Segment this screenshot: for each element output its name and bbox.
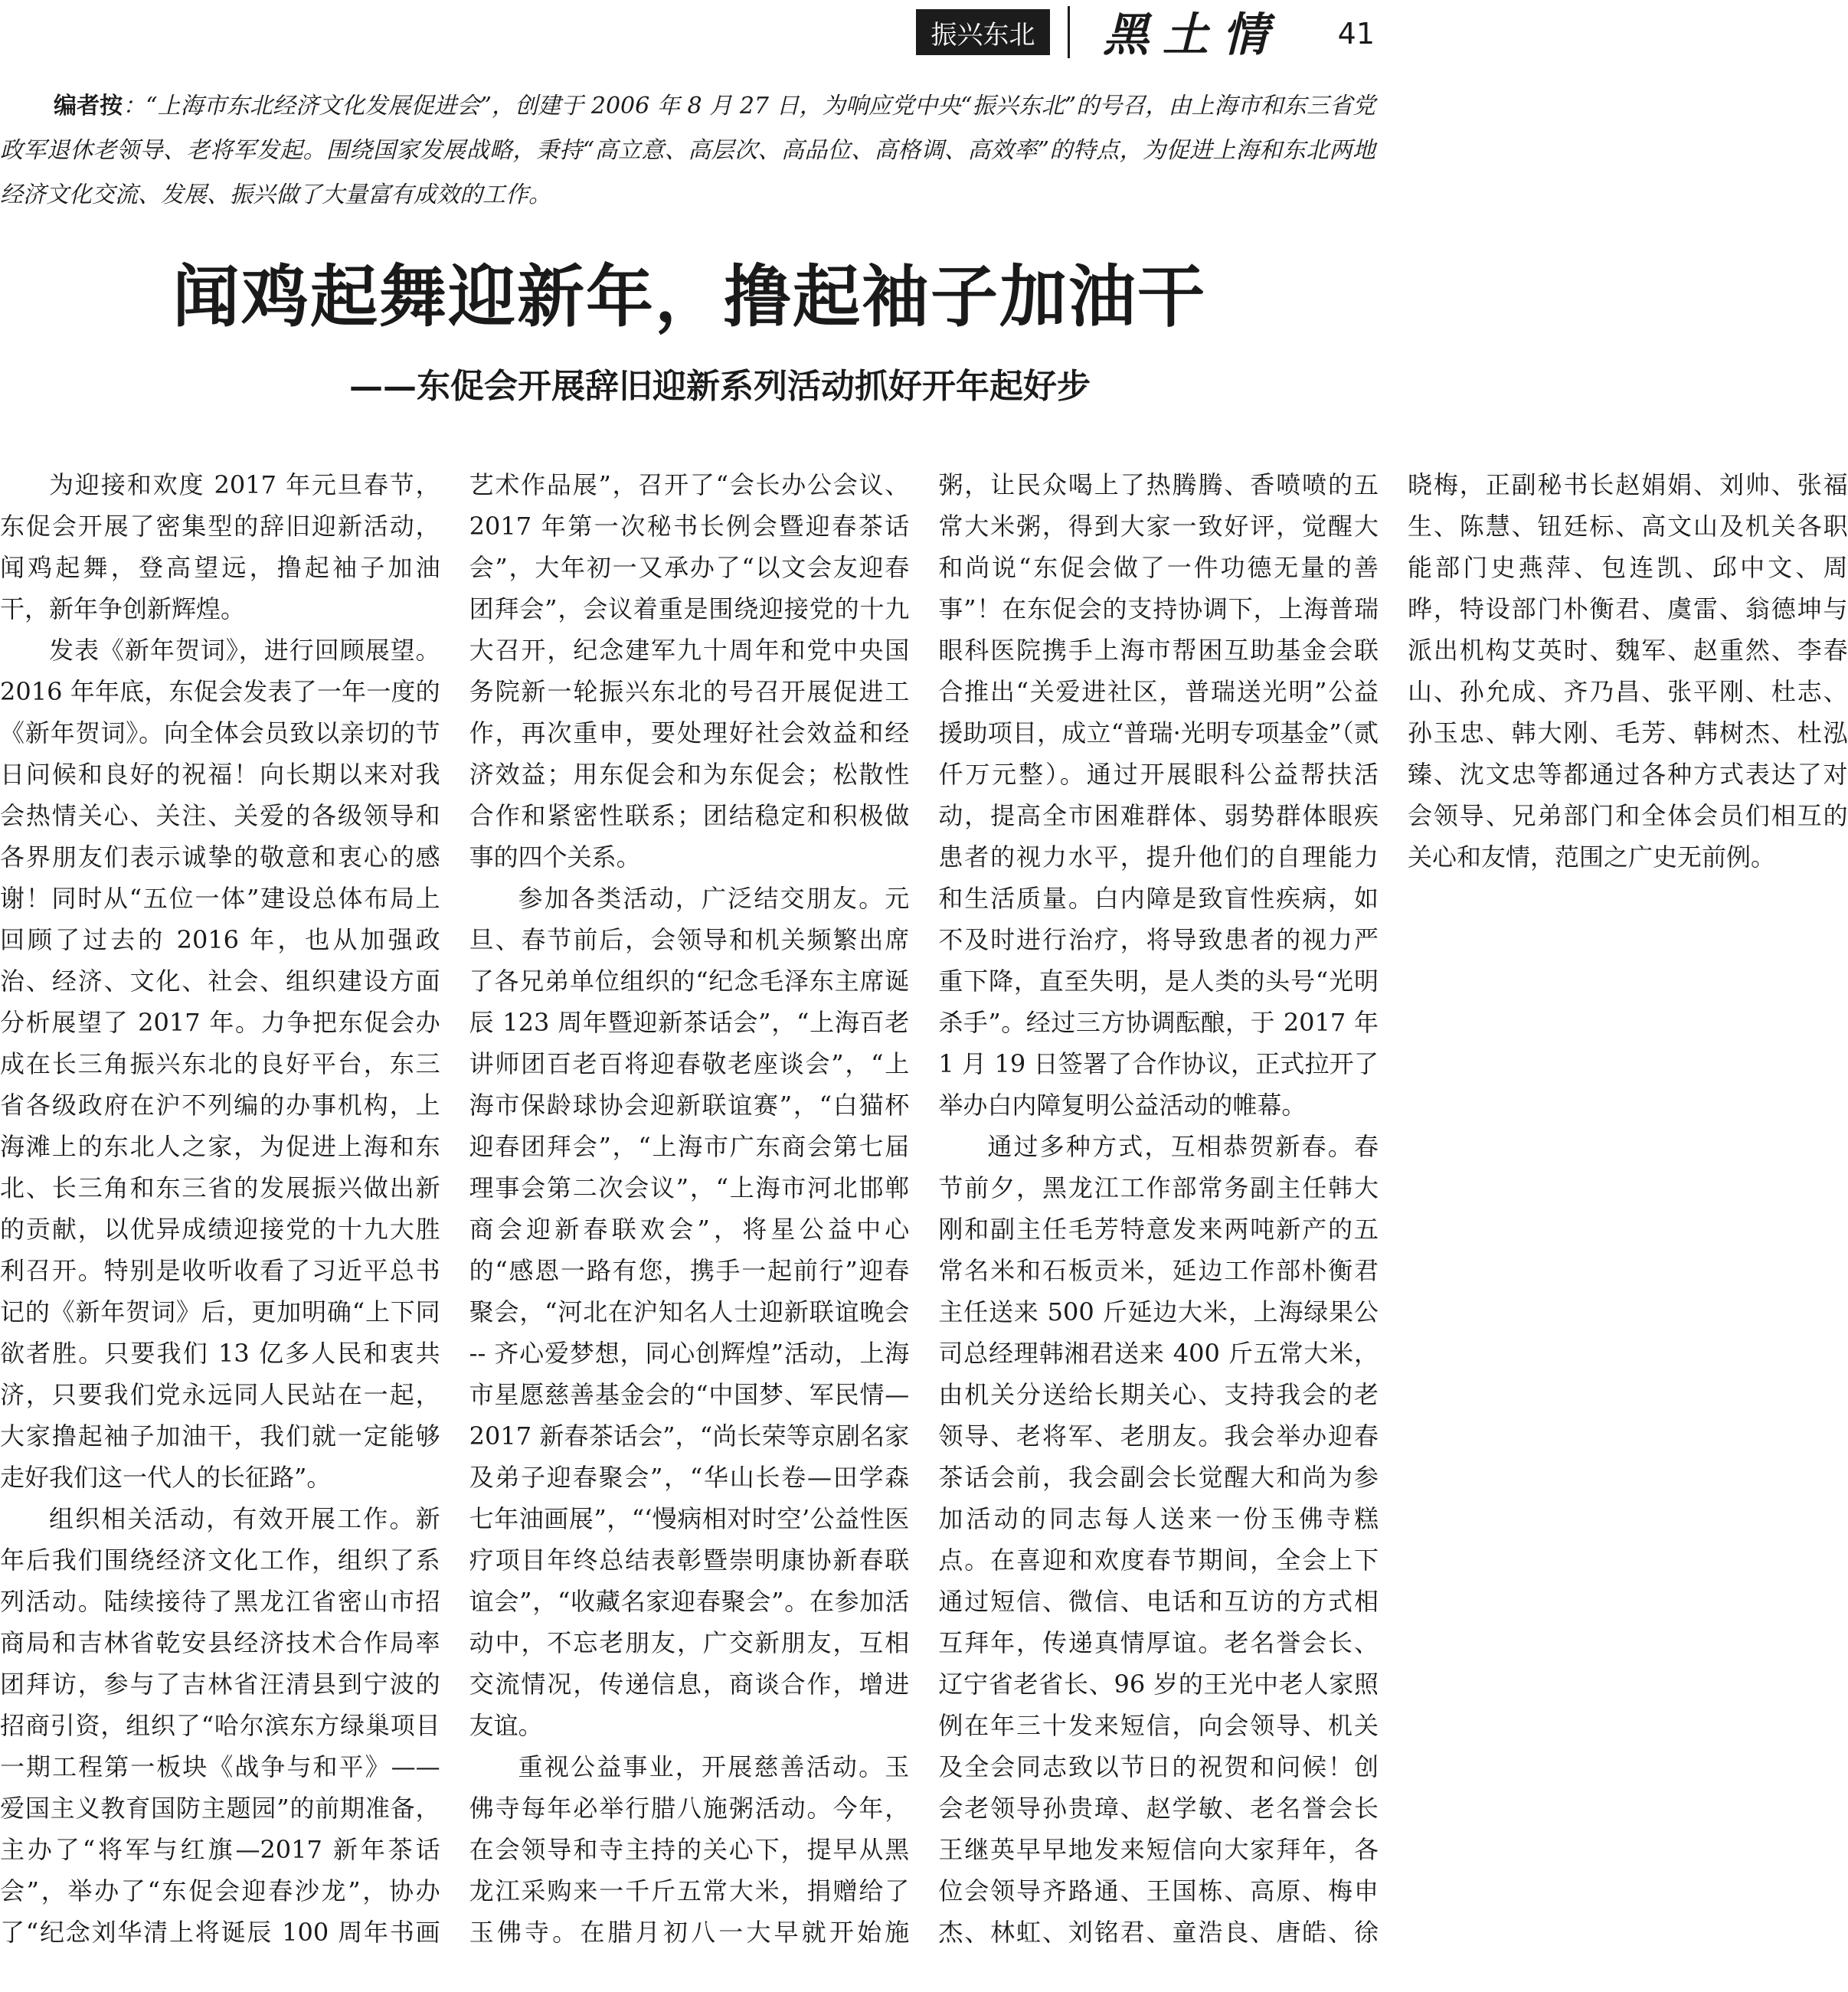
article-subtitle: ——东促会开展辞旧迎新系列活动抓好开年起好步 bbox=[349, 367, 1091, 406]
section-tag: 振兴东北 bbox=[916, 9, 1050, 55]
editor-note bbox=[0, 84, 1375, 218]
paragraph-charity: 重视公益事业，开展慈善活动。玉佛寺每年必举行腊八施粥活动。今年，在会领导和寺主持的关心下，提早从黑龙江采购来一千斤五常大米，捐赠给了玉佛寺。在腊月初八一大早就开始施粥，让民众喝上了热腾腾、香喷喷的五常大米粥，得到大家一致好评，觉醒大和尚说“东促会做了一件功德无量的善事”！在东促会的支持协调下，上海普瑞眼科医院携手上海市帮困互助基金会联合推出“关爱进社区，普瑞送光明”公益援助项目，成立“普瑞·光明专项基金”（贰仟万元整）。通过开展眼科公益帮扶活动，提高全市困难群体、弱势群体眼疾患者的视力水平，提升他们的自理能力和生活质量。白内障是致盲性疾病，如不及时进行治疗，将导致患者的视力严重下降，直至失明，是人类的头号“光明杀手”。经过三方协调酝酿，于 2017 年 1 月 19 日签署了合作协议，正式拉开了举办白内障复明公益活动的帷幕。 bbox=[469, 470, 1379, 1947]
paragraph-intro: 为迎接和欢度 2017 年元旦春节，东促会开展了密集型的辞旧迎新活动，闻鸡起舞，登高望远，撸起袖子加油干，新年争创新辉煌。 bbox=[0, 470, 440, 623]
editor-note-label: 编者按 bbox=[54, 93, 123, 119]
paragraph-greetings: 通过多种方式，互相恭贺新春。春节前夕，黑龙江工作部常务副主任韩大刚和副主任毛芳特意发来两吨新产的五常名米和石板贡米，延边工作部朴衡君主任送来 500 斤延边大米，上海绿果公司总经理韩湘君送来 400 斤五常大米，由机关分送给长期关心、支持我会的老领导、老将军、老朋友。我会举办迎春茶话会前，我会副会长觉醒大和尚为参加活动的同志每人送来一份玉佛寺糕点。在喜迎和欢度春节期间，全会上下通过短信、微信、电话和互访的方式相互拜年，传递真情厚谊。老名誉会长、辽宁省老省长、96 岁的王光中老人家照例在年三十发来短信，向会领导、机关及全会同志致以节日的祝贺和问候！创会老领导孙贵璋、赵学敏、老名誉会长王继英早早地发来短信向大家拜年，各位会领导齐路通、王国栋、高原、梅申杰、林虹、刘铭君、童浩良、唐皓、徐晓梅，正副秘书长赵娟娟、刘帅、张福生、陈慧、钮廷标、高文山及机关各职能部门史燕萍、包连凯、邱中文、周晔，特设部门朴衡君、虞雷、翁德坤与派出机构艾英时、魏军、赵重然、李春山、孙允成、齐乃昌、张平刚、杜志、孙玉忠、韩大刚、毛芳、韩树杰、杜泓臻、沈文忠等都通过各种方式表达了对会领导、兄弟部门和全体会员们相互的关心和友情，范围之广史无前例。 bbox=[938, 470, 1848, 1947]
paragraph-events: 参加各类活动，广泛结交朋友。元旦、春节前后，会领导和机关频繁出席了各兄弟单位组织的“纪念毛泽东主席诞辰 123 周年暨迎新茶话会”，“上海百老讲师团百老百将迎春敬老座谈会”，“上海市保龄球协会迎新联谊赛”，“白猫杯迎春团拜会”，“上海市广东商会第七届理事会第二次会议”，“上海市河北邯郸商会迎新春联欢会”，将星公益中心的“感恩一路有您，携手一起前行”迎春聚会，“河北在沪知名人士迎新联谊晚会 -- 齐心爱梦想，同心创辉煌”活动，上海市星愿慈善基金会的“中国梦、军民情—2017 新春茶话会”，“尚长荣等京剧名家及弟子迎春聚会”，“华山长卷—田学森七年油画展”，“‘慢病相对时空’公益性医疗项目年终总结表彰暨崇明康协新春联谊会”，“收藏名家迎春聚会”。在参加活动中，不忘老朋友，广交新朋友，互相交流情况，传递信息，商谈合作，增进友谊。 bbox=[469, 884, 910, 1740]
header-divider bbox=[1068, 6, 1070, 58]
paragraph-new-year-address: 发表《新年贺词》，进行回顾展望。2016 年年底，东促会发表了一年一度的《新年贺词》。向全体会员致以亲切的节日问候和良好的祝福！向长期以来对我会热情关心、关注、关爱的各级领导和各界朋友们表示诚挚的敬意和衷心的感谢！同时从“五位一体”建设总体布局上回顾了过去的 2016 年，也从加强政治、经济、文化、社会、组织建设方面分析展望了 2017 年。力争把东促会办成在长三角振兴东北的良好平台，东三省各级政府在沪不列编的办事机构，上海滩上的东北人之家，为促进上海和东北、长三角和东三省的发展振兴做出新的贡献，以优异成绩迎接党的十九大胜利召开。特别是收听收看了习近平总书记的《新年贺词》后，更加明确“上下同欲者胜。只要我们 13 亿多人民和衷共济，只要我们党永远同人民站在一起，大家撸起袖子加油干，我们就一定能够走好我们这一代人的长征路”。 bbox=[0, 636, 440, 1492]
editor-note-text: ：“上海市东北经济文化发展促进会”，创建于 2006 年 8 月 27 日，为响应党中央“振兴东北”的号召，由上海市和东三省党政军退休老领导、老将军发起。围绕国家发展战略，秉持“高立意、高层次、高品位、高格调、高效率”的特点，为促进上海和东北两地经济文化交流、发展、振兴做了大量富有成效的工作。 bbox=[0, 93, 1376, 208]
paragraph-activities: 组织相关活动，有效开展工作。新年后我们围绕经济文化工作，组织了系列活动。陆续接待了黑龙江省密山市招商局和吉林省乾安县经济技术合作局率团拜访，参与了吉林省汪清县到宁波的招商引资，组织了“哈尔滨东方绿巢项目一期工程第一板块《战争与和平》——爱国主义教育国防主题园”的前期准备，主办了“将军与红旗—2017 新年茶话会”，举办了“东促会迎春沙龙”，协办了“纪念刘华清上将诞辰 100 周年书画艺术作品展”，召开了“会长办公会议、2017 年第一次秘书长例会暨迎春茶话会”，大年初一又承办了“以文会友迎春团拜会”，会议着重是围绕迎接党的十九大召开，纪念建军九十周年和党中央国务院新一轮振兴东北的号召开展促进工作，再次重申，要处理好社会效益和经济效益；用东促会和为东促会；松散性合作和紧密性联系；团结稳定和积极做事的四个关系。 bbox=[0, 470, 910, 1947]
page-number: 41 bbox=[1337, 17, 1375, 51]
article-title: 闻鸡起舞迎新年，撸起袖子加油干 bbox=[172, 257, 1206, 336]
article-body bbox=[0, 464, 1848, 1992]
page-header bbox=[0, 0, 1379, 69]
magazine-name: 黑土情 bbox=[1103, 8, 1282, 62]
